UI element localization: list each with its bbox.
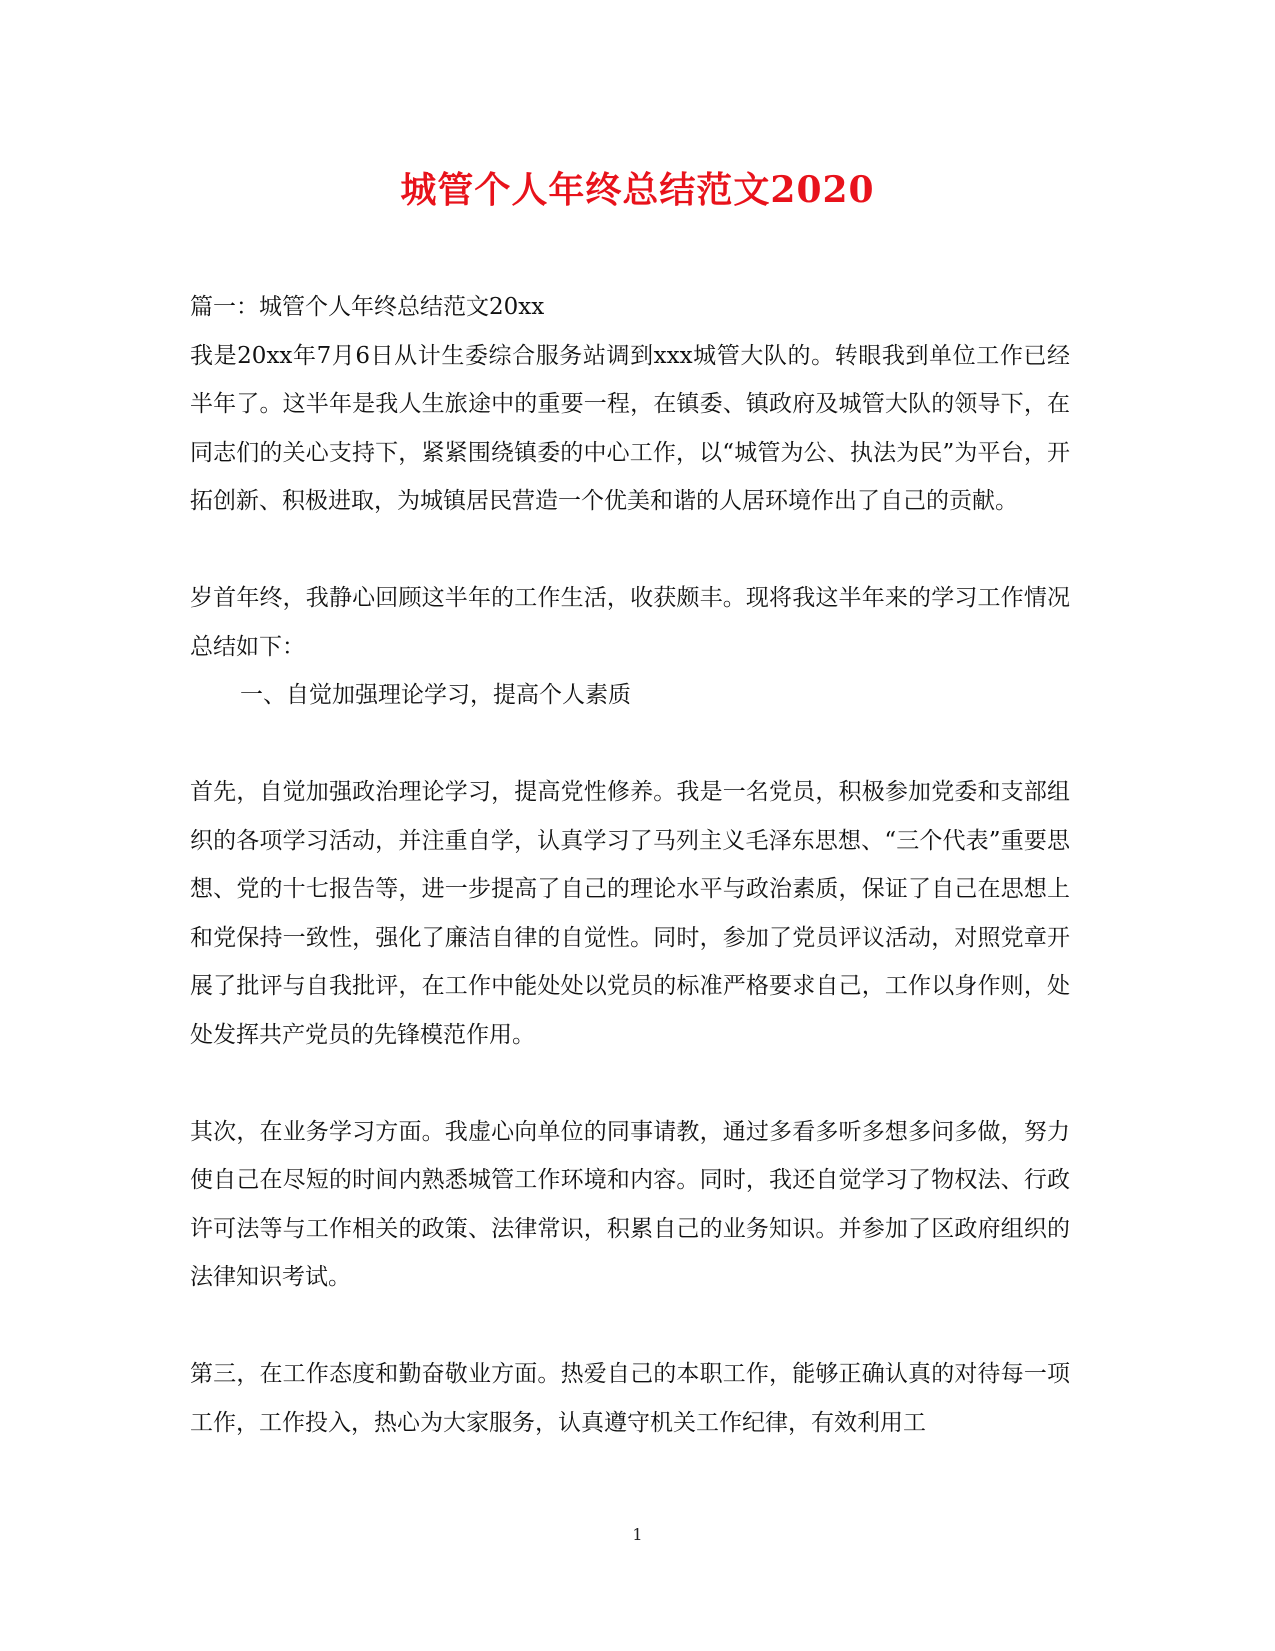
paragraph-gap — [190, 720, 1070, 769]
paragraph-gap — [190, 1302, 1070, 1351]
document-body — [190, 283, 1070, 1447]
paragraph-political-study: 首先，自觉加强政治理论学习，提高党性修养。我是一名党员，积极参加党委和支部组织的各项学习活动，并注重自学，认真学习了马列主义毛泽东思想、“三个代表”重要思想、党的十七报告等，进一步提高了自己的理论水平与政治素质，保证了自己在思想上和党保持一致性，强化了廉洁自律的自觉性。同时，参加了党员评议活动，对照党章开展了批评与自我批评，在工作中能处处以党员的标准严格要求自己，工作以身作则，处处发挥共产党员的先锋模范作用。 — [190, 779, 1070, 1048]
paragraph-summary-intro: 岁首年终，我静心回顾这半年的工作生活，收获颇丰。现将我这半年来的学习工作情况总结如下： — [190, 585, 1070, 660]
paragraph-gap — [190, 1059, 1070, 1108]
paragraph-gap — [190, 526, 1070, 575]
document-title: 城管个人年终总结范文2020 — [400, 169, 875, 211]
article-heading: 篇一：城管个人年终总结范文20xx — [190, 294, 545, 320]
page-number: 1 — [632, 1525, 643, 1544]
paragraph-work-attitude: 第三，在工作态度和勤奋敬业方面。热爱自己的本职工作，能够正确认真的对待每一项工作，工作投入，热心为大家服务，认真遵守机关工作纪律，有效利用工 — [190, 1361, 1070, 1436]
section-heading-1: 一、自觉加强理论学习，提高个人素质 — [240, 682, 631, 708]
paragraph-intro: 我是20xx年7月6日从计生委综合服务站调到xxx城管大队的。转眼我到单位工作已经半年了。这半年是我人生旅途中的重要一程，在镇委、镇政府及城管大队的领导下，在同志们的关心支持下，紧紧围绕镇委的中心工作，以“城管为公、执法为民”为平台，开拓创新、积极进取，为城镇居民营造一个优美和谐的人居环境作出了自己的贡献。 — [190, 342, 1070, 514]
paragraph-business-study: 其次，在业务学习方面。我虚心向单位的同事请教，通过多看多听多想多问多做，努力使自己在尽短的时间内熟悉城管工作环境和内容。同时，我还自觉学习了物权法、行政许可法等与工作相关的政策、法律常识，积累自己的业务知识。并参加了区政府组织的法律知识考试。 — [190, 1118, 1070, 1290]
